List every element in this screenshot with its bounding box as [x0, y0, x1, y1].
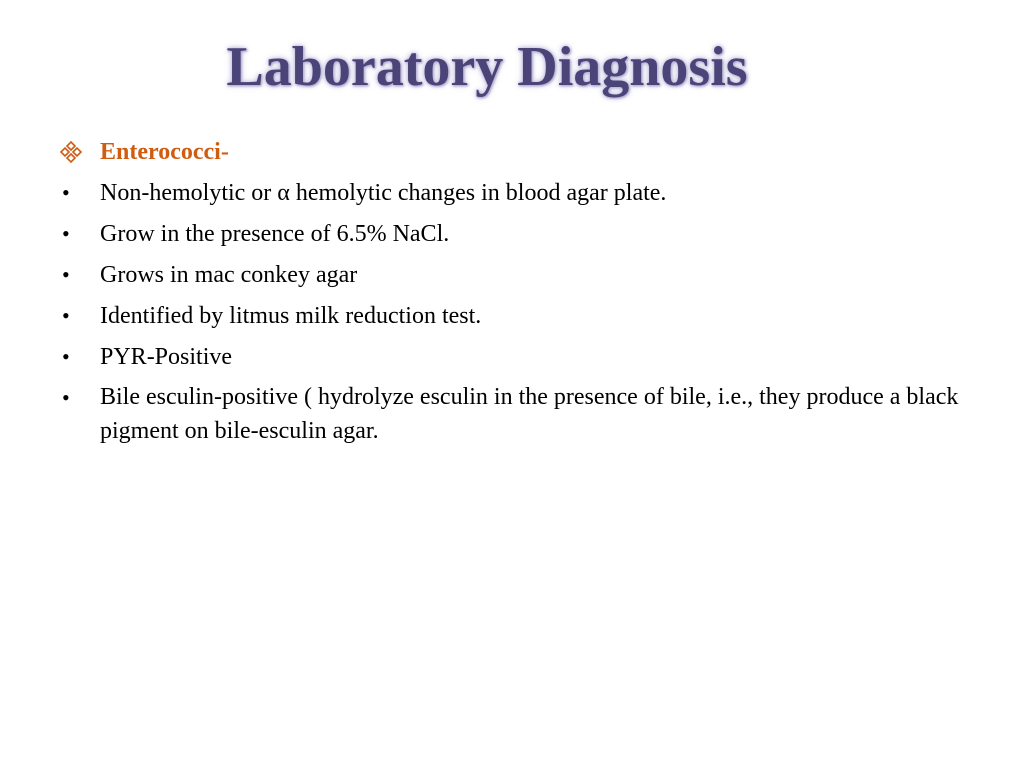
slide-content	[60, 134, 960, 448]
bullet-item	[60, 298, 960, 339]
bullet-text: Identified by litmus milk reduction test.	[100, 303, 482, 329]
slide-title: Laboratory Diagnosis	[226, 36, 748, 98]
bullet-marker: •	[62, 262, 70, 287]
heading-row	[60, 134, 960, 175]
bullet-item	[60, 339, 960, 380]
bullet-text: Grow in the presence of 6.5% NaCl.	[100, 221, 450, 247]
bullet-marker: •	[62, 344, 70, 369]
bullet-text: Bile esculin-positive ( hydrolyze esculin in the presence of bile, i.e., they produce a black pigment on bile-esculin agar.	[100, 384, 959, 444]
heading-text: Enterococci-	[100, 139, 229, 165]
bullet-marker: •	[62, 221, 70, 246]
bullet-item	[60, 257, 960, 298]
bullet-marker: •	[62, 385, 70, 410]
bullet-marker: •	[62, 303, 70, 328]
bullet-marker: •	[62, 180, 70, 205]
bullet-text: Non-hemolytic or α hemolytic changes in blood agar plate.	[100, 180, 667, 206]
bullet-text: Grows in mac conkey agar	[100, 262, 358, 288]
diamond-bullet-icon	[60, 134, 90, 170]
bullet-item	[60, 175, 960, 216]
bullet-item	[60, 380, 960, 448]
bullet-text: PYR-Positive	[100, 344, 233, 370]
bullet-item	[60, 216, 960, 257]
